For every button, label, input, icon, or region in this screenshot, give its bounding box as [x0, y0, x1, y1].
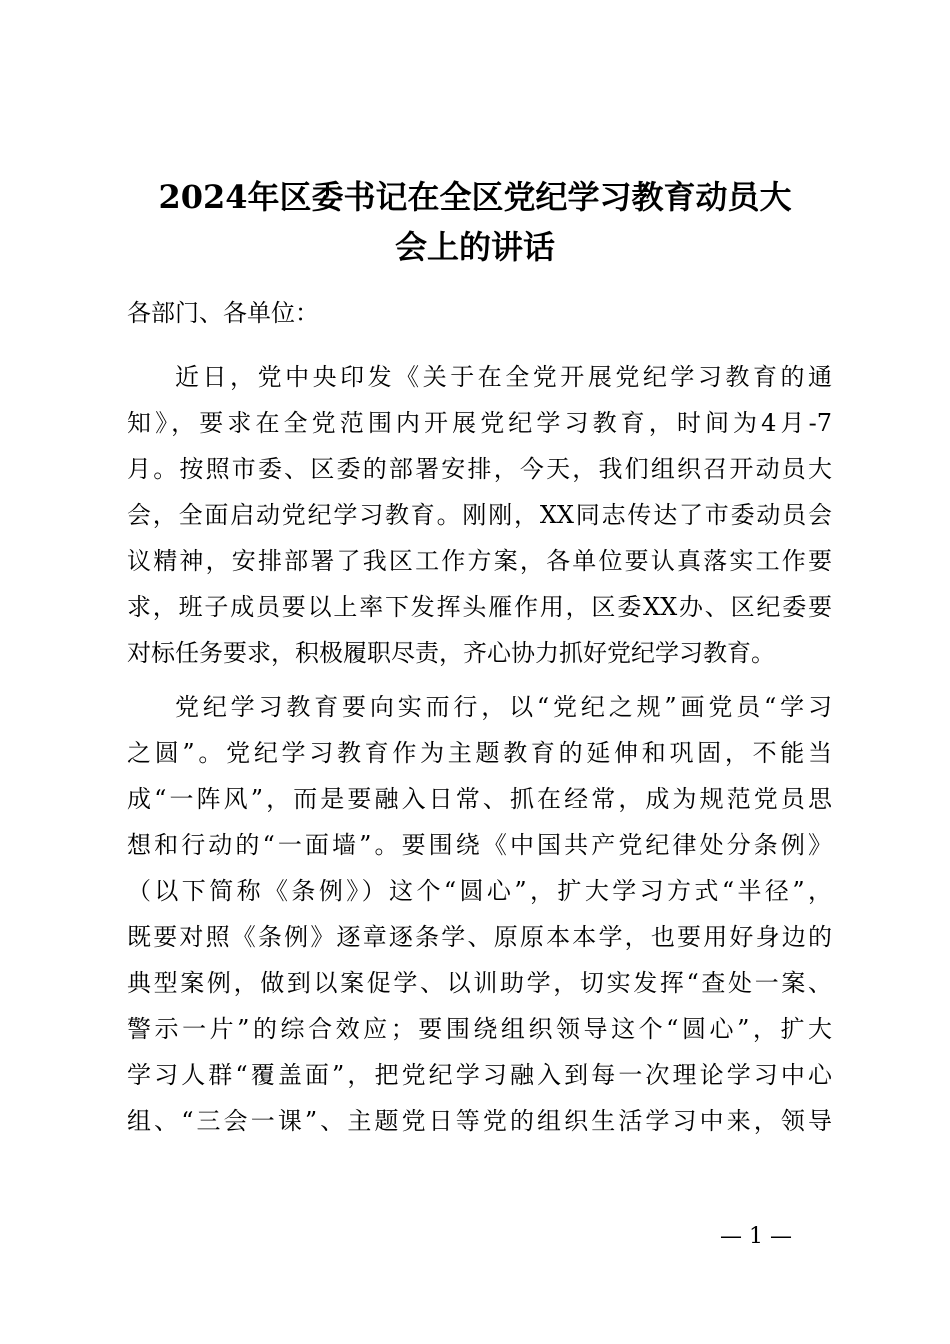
- paragraph-line: 组、“三会一课”、主题党日等党的组织生活学习中来，领导: [127, 1107, 832, 1135]
- paragraph-line: 既要对照《条例》逐章逐条学、原原本本学，也要用好身边的: [127, 923, 832, 951]
- paragraph-line: 学习人群“覆盖面”，把党纪学习融入到每一次理论学习中心: [127, 1061, 832, 1089]
- paragraph-line: （以下简称《条例》）这个“圆心”，扩大学习方式“半径”，: [127, 877, 832, 905]
- title-line-1: 2024年区委书记在全区党纪学习教育动员大: [158, 178, 792, 216]
- paragraph-line: 近日，党中央印发《关于在全党开展党纪学习教育的通: [175, 363, 832, 391]
- title-line-2: 会上的讲话: [394, 228, 555, 266]
- paragraph-line: 党纪学习教育要向实而行，以“党纪之规”画党员“学习: [175, 693, 832, 721]
- document-title: [120, 172, 830, 272]
- paragraph-line: 知》，要求在全党范围内开展党纪学习教育，时间为4月-7: [127, 409, 832, 437]
- salutation: 各部门、各单位：: [127, 299, 319, 327]
- paragraph-1: [127, 354, 832, 676]
- paragraph-line: 议精神，安排部署了我区工作方案，各单位要认真落实工作要: [127, 547, 832, 575]
- paragraph-line: 求，班子成员要以上率下发挥头雁作用，区委XX办、区纪委要: [127, 593, 832, 621]
- paragraph-line: 警示一片”的综合效应；要围绕组织领导这个“圆心”，扩大: [127, 1015, 832, 1043]
- paragraph-line: 月。按照市委、区委的部署安排，今天，我们组织召开动员大: [127, 455, 832, 483]
- paragraph-line: 典型案例，做到以案促学、以训助学，切实发挥“查处一案、: [127, 969, 832, 997]
- paragraph-line: 成“一阵风”，而是要融入日常、抓在经常，成为规范党员思: [127, 785, 832, 813]
- paragraph-2: [127, 684, 832, 1144]
- page-number: — 1 —: [720, 1224, 792, 1249]
- paragraph-line: 会，全面启动党纪学习教育。刚刚，XX同志传达了市委动员会: [127, 501, 832, 529]
- paragraph-line: 对标任务要求，积极履职尽责，齐心协力抓好党纪学习教育。: [127, 639, 775, 667]
- paragraph-line: 之圆”。党纪学习教育作为主题教育的延伸和巩固，不能当: [127, 739, 832, 767]
- paragraph-line: 想和行动的“一面墙”。要围绕《中国共产党纪律处分条例》: [127, 831, 832, 859]
